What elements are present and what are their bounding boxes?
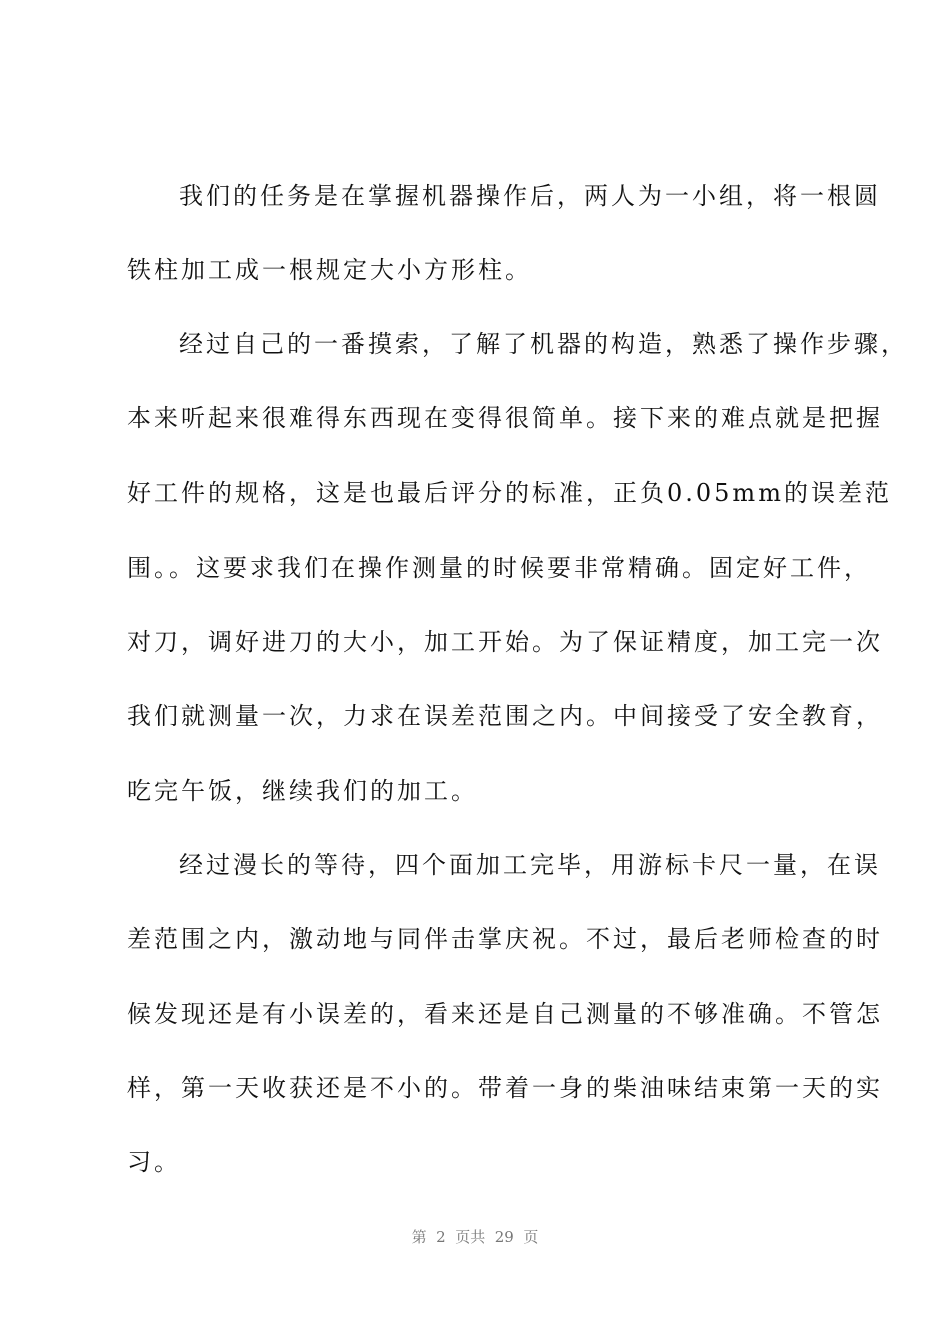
paragraph-2-line-7: 吃完午饭，继续我们的加工。: [127, 777, 478, 805]
paragraph-3-line-3: 候发现还是有小误差的，看来还是自己测量的不够准确。不管怎: [127, 1000, 883, 1028]
paragraph-3-line-4: 样，第一天收获还是不小的。带着一身的柴油味结束第一天的实: [127, 1074, 883, 1102]
paragraph-2-line-3: 好工件的规格，这是也最后评分的标准，正负0.05mm的误差范: [127, 479, 892, 507]
paragraph-1-line-2: 铁柱加工成一根规定大小方形柱。: [127, 256, 532, 284]
paragraph-2-line-2: 本来听起来很难得东西现在变得很简单。接下来的难点就是把握: [127, 404, 883, 432]
paragraph-2-line-6: 我们就测量一次，力求在误差范围之内。中间接受了安全教育，: [127, 702, 883, 730]
paragraph-3-line-5: 习。: [127, 1148, 181, 1176]
paragraph-2-line-1: 经过自己的一番摸索，了解了机器的构造，熟悉了操作步骤，: [179, 330, 908, 358]
paragraph-2-line-4: 围。。这要求我们在操作测量的时候要非常精确。固定好工件，: [127, 554, 871, 582]
page-number-footer: 第 2 页共 29 页: [411, 1228, 539, 1246]
paragraph-3-line-1: 经过漫长的等待，四个面加工完毕，用游标卡尺一量，在误: [179, 851, 881, 879]
paragraph-3-line-2: 差范围之内，激动地与同伴击掌庆祝。不过，最后老师检查的时: [127, 925, 883, 953]
paragraph-2-line-5: 对刀，调好进刀的大小，加工开始。为了保证精度，加工完一次: [127, 628, 883, 656]
paragraph-1-line-1: 我们的任务是在掌握机器操作后，两人为一小组，将一根圆: [179, 182, 881, 210]
